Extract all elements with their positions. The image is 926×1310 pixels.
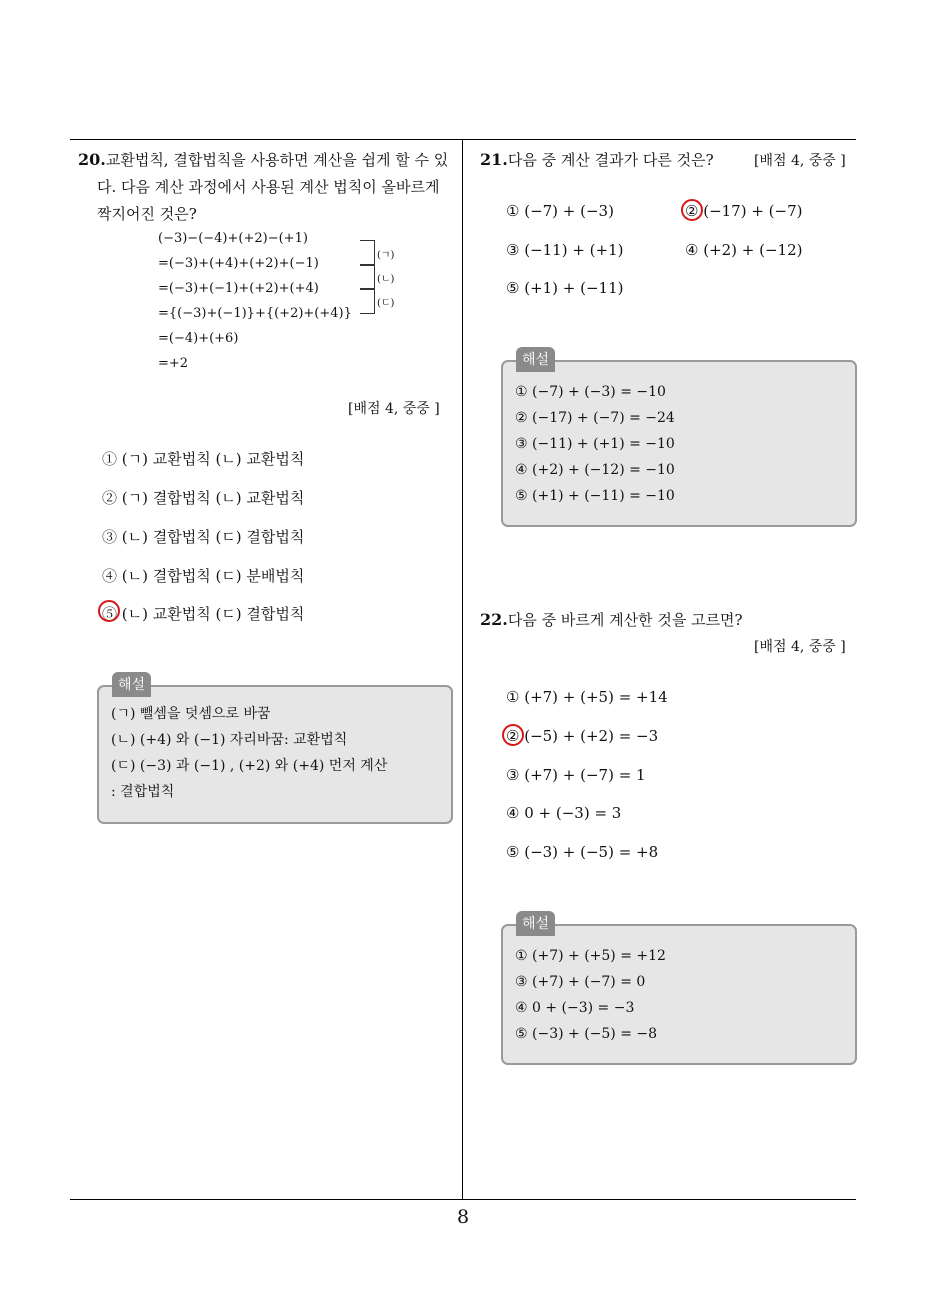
- bracket-arrow: [360, 240, 375, 266]
- score-label: [배점 4, 중중 ]: [754, 639, 846, 655]
- score-label: [배점 4, 중중 ]: [348, 401, 440, 417]
- choice-1[interactable]: ① (−7) + (−3): [506, 202, 614, 220]
- score-label: [배점 4, 중중 ]: [754, 153, 846, 169]
- solution-line: ③ (+7) + (−7) = 0: [515, 974, 646, 990]
- question-number: 20.: [78, 150, 106, 169]
- page-number: 8: [456, 1206, 470, 1228]
- derivation-line: =+2: [158, 356, 189, 371]
- derivation-block: [158, 226, 352, 376]
- choice-2[interactable]: ② (−5) + (+2) = −3: [506, 727, 659, 745]
- bracket-label: (ㄱ): [377, 250, 395, 261]
- solution-line: : 결합법칙: [111, 784, 175, 800]
- solution-line: ① (+7) + (+5) = +12: [515, 948, 666, 964]
- solution-line: (ㄷ) (−3) 과 (−1) , (+2) 와 (+4) 먼저 계산: [111, 758, 388, 774]
- question-text: 다음 중 바르게 계산한 것을 고르면?: [507, 611, 743, 629]
- solution-box: [97, 685, 453, 824]
- question-number: 22.: [480, 610, 508, 629]
- choice-1[interactable]: ① (ㄱ) 교환법칙 (ㄴ) 교환법칙: [102, 450, 305, 468]
- question-text-line: 교환법칙, 결합법칙을 사용하면 계산을 쉽게 할 수 있: [105, 151, 449, 169]
- choice-3[interactable]: ③ (−11) + (+1): [506, 241, 624, 259]
- question-22-stem: [480, 606, 743, 634]
- question-text: 다음 중 계산 결과가 다른 것은?: [507, 151, 714, 169]
- question-number: 21.: [480, 150, 508, 169]
- solution-line: ⑤ (+1) + (−11) = −10: [515, 488, 675, 504]
- answer-circle-mark: [98, 600, 120, 622]
- top-rule: [70, 139, 856, 140]
- choice-5[interactable]: ⑤ (ㄴ) 교환법칙 (ㄷ) 결합법칙: [102, 605, 305, 623]
- column-divider: [462, 139, 463, 1200]
- solution-line: ② (−17) + (−7) = −24: [515, 410, 675, 426]
- choice-2[interactable]: ② (ㄱ) 결합법칙 (ㄴ) 교환법칙: [102, 489, 305, 507]
- choice-5[interactable]: ⑤ (−3) + (−5) = +8: [506, 843, 659, 861]
- question-21-stem: [480, 146, 714, 174]
- choice-4[interactable]: ④ (+2) + (−12): [685, 241, 803, 259]
- derivation-line: ={(−3)+(−1)}+{(+2)+(+4)}: [158, 306, 352, 321]
- derivation-line: =(−3)+(−1)+(+2)+(+4): [158, 281, 319, 296]
- bracket-arrow: [360, 288, 375, 314]
- derivation-line: (−3)−(−4)+(+2)−(+1): [158, 231, 308, 246]
- solution-line: ① (−7) + (−3) = −10: [515, 384, 666, 400]
- solution-tag: 해설: [112, 672, 151, 697]
- choice-5[interactable]: ⑤ (+1) + (−11): [506, 279, 624, 297]
- solution-box: [501, 924, 857, 1065]
- bracket-arrow: [360, 264, 375, 290]
- choice-3[interactable]: ③ (ㄴ) 결합법칙 (ㄷ) 결합법칙: [102, 528, 305, 546]
- question-20-stem: [78, 146, 456, 228]
- choice-2[interactable]: ② (−17) + (−7): [685, 202, 803, 220]
- answer-circle-mark: [502, 724, 524, 746]
- bracket-label: (ㄴ): [377, 274, 395, 285]
- solution-line: (ㄴ) (+4) 와 (−1) 자리바꿈: 교환법칙: [111, 732, 348, 748]
- answer-circle-mark: [681, 199, 703, 221]
- solution-line: ③ (−11) + (+1) = −10: [515, 436, 675, 452]
- bracket-label: (ㄷ): [377, 298, 395, 309]
- solution-tag: 해설: [516, 911, 555, 936]
- bottom-rule: [70, 1199, 856, 1200]
- question-text-line: 다. 다음 계산 과정에서 사용된 계산 법칙이 올바르게: [97, 178, 440, 196]
- solution-box: [501, 360, 857, 527]
- solution-line: ④ (+2) + (−12) = −10: [515, 462, 675, 478]
- solution-tag: 해설: [516, 347, 555, 372]
- derivation-line: =(−3)+(+4)+(+2)+(−1): [158, 256, 319, 271]
- question-text-line: 짝지어진 것은?: [97, 205, 197, 223]
- solution-line: (ㄱ) 뺄셈을 덧셈으로 바꿈: [111, 706, 271, 722]
- choice-3[interactable]: ③ (+7) + (−7) = 1: [506, 766, 646, 784]
- choice-4[interactable]: ④ 0 + (−3) = 3: [506, 804, 622, 822]
- solution-line: ④ 0 + (−3) = −3: [515, 1000, 635, 1016]
- solution-line: ⑤ (−3) + (−5) = −8: [515, 1026, 658, 1042]
- choice-4[interactable]: ④ (ㄴ) 결합법칙 (ㄷ) 분배법칙: [102, 567, 305, 585]
- derivation-line: =(−4)+(+6): [158, 331, 239, 346]
- choice-1[interactable]: ① (+7) + (+5) = +14: [506, 688, 668, 706]
